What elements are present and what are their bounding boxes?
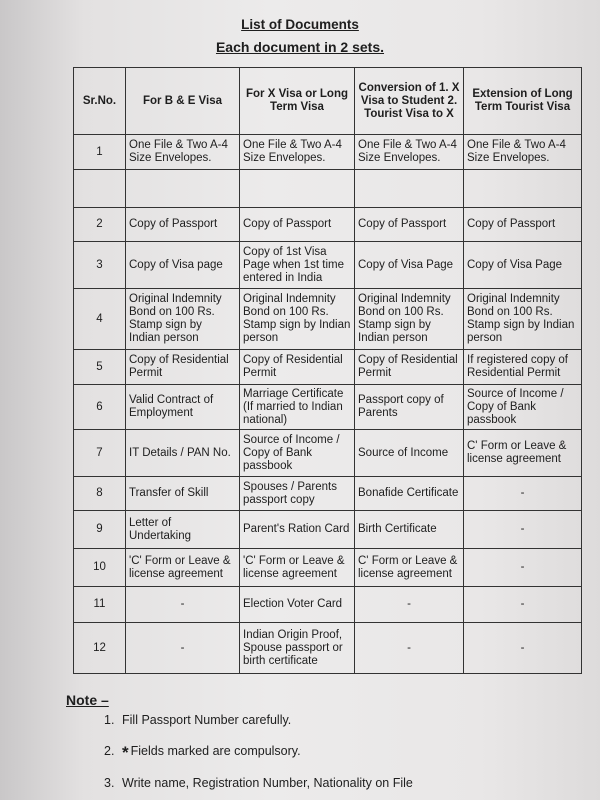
table-cell: Copy of Passport [355,208,464,242]
table-row [74,549,582,587]
table-row [74,350,582,385]
table-cell: Bonafide Certificate [355,477,464,511]
table-cell: Copy of Residential Permit [355,350,464,385]
document-title: List of Documents [241,17,359,32]
table-cell: Copy of Visa Page [464,242,582,289]
table-row [74,170,582,208]
table-cell: 2 [74,208,126,242]
table-row [74,587,582,623]
table-cell: 12 [74,623,126,674]
table-row [74,289,582,350]
document-subtitle: Each document in 2 sets. [215,39,385,55]
table-row [74,430,582,477]
table-cell: - [355,623,464,674]
table-cell: Parent's Ration Card [240,511,355,549]
table-cell: 3 [74,242,126,289]
table-cell: 4 [74,289,126,350]
table-cell: One File & Two A-4 Size Envelopes. [126,135,240,170]
note-text: Fields marked are compulsory. [130,744,301,758]
table-row [74,623,582,674]
table-cell: Election Voter Card [240,587,355,623]
note-item [104,776,413,790]
table-cell: - [355,587,464,623]
table-cell: Passport copy of Parents [355,385,464,430]
table-cell: - [464,511,582,549]
table-cell: 6 [74,385,126,430]
table-cell: Copy of Residential Permit [126,350,240,385]
header-b-e-visa: For B & E Visa [126,68,240,135]
table-cell: Source of Income / Copy of Bank passbook [464,385,582,430]
asterisk-icon: * [122,743,129,762]
table-cell: Copy of Passport [126,208,240,242]
table-cell [74,170,126,208]
table-cell: Letter of Undertaking [126,511,240,549]
note-number: 1. [104,713,115,727]
table-cell: Copy of Residential Permit [240,350,355,385]
table-cell: Source of Income [355,430,464,477]
table-cell: One File & Two A-4 Size Envelopes. [464,135,582,170]
header-x-visa: For X Visa or Long Term Visa [240,68,355,135]
table-row [74,242,582,289]
table-cell: 10 [74,549,126,587]
table-cell: Transfer of Skill [126,477,240,511]
table-cell: Original Indemnity Bond on 100 Rs. Stamp sign by Indian person [240,289,355,350]
table-cell: - [126,623,240,674]
table-cell: 11 [74,587,126,623]
note-item [104,743,301,763]
note-item [104,713,291,727]
table-cell: Valid Contract of Employment [126,385,240,430]
table-cell: - [464,623,582,674]
table-cell: Birth Certificate [355,511,464,549]
header-extension: Extension of Long Term Tourist Visa [464,68,582,135]
table-cell: 'C' Form or Leave & license agreement [240,549,355,587]
table-row [74,511,582,549]
table-cell [355,170,464,208]
table-cell: Spouses / Parents passport copy [240,477,355,511]
table-cell: IT Details / PAN No. [126,430,240,477]
table-cell: Indian Origin Proof, Spouse passport or birth certificate [240,623,355,674]
table-cell: C' Form or Leave & license agreement [355,549,464,587]
table-cell: One File & Two A-4 Size Envelopes. [355,135,464,170]
table-row [74,477,582,511]
header-sr-no: Sr.No. [74,68,126,135]
table-cell: Source of Income / Copy of Bank passbook [240,430,355,477]
table-cell: - [464,549,582,587]
table-cell: One File & Two A-4 Size Envelopes. [240,135,355,170]
table-cell [464,170,582,208]
documents-table [73,67,582,674]
table-cell: Copy of 1st Visa Page when 1st time entered in India [240,242,355,289]
table-row [74,385,582,430]
table-row [74,135,582,170]
note-heading: Note – [66,692,109,708]
table-cell: If registered copy of Residential Permit [464,350,582,385]
table-cell: Marriage Certificate (If married to Indian national) [240,385,355,430]
table-cell: - [464,587,582,623]
note-number: 2. [104,744,115,758]
table-cell: 7 [74,430,126,477]
table-cell: 5 [74,350,126,385]
table-header-row [74,68,582,135]
note-text: Fill Passport Number carefully. [122,713,292,727]
table-cell [240,170,355,208]
table-cell: Copy of Visa Page [355,242,464,289]
table-cell: Copy of Passport [464,208,582,242]
table-cell: 1 [74,135,126,170]
table-cell: 9 [74,511,126,549]
table-cell [126,170,240,208]
note-text: Write name, Registration Number, Nationality on File [122,776,413,790]
note-number: 3. [104,776,115,790]
header-conversion: Conversion of 1. X Visa to Student 2. Tourist Visa to X [355,68,464,135]
table-cell: 'C' Form or Leave & license agreement [126,549,240,587]
table-cell: 8 [74,477,126,511]
table-cell: Original Indemnity Bond on 100 Rs. Stamp sign by Indian person [464,289,582,350]
table-cell: Original Indemnity Bond on 100 Rs. Stamp sign by Indian person [126,289,240,350]
table-row [74,208,582,242]
table-cell: C' Form or Leave & license agreement [464,430,582,477]
table-cell: - [126,587,240,623]
table-cell: Original Indemnity Bond on 100 Rs. Stamp sign by Indian person [355,289,464,350]
table-cell: Copy of Visa page [126,242,240,289]
table-cell: Copy of Passport [240,208,355,242]
table-cell: - [464,477,582,511]
